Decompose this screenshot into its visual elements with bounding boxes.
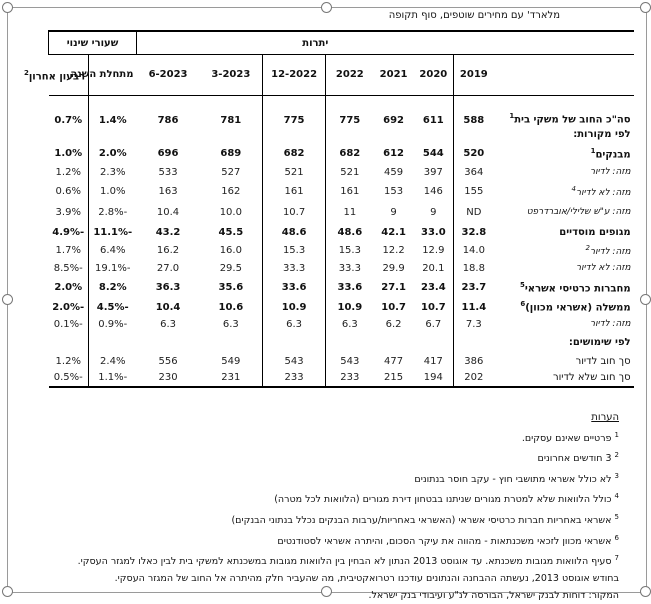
cell-value: 588 — [454, 96, 494, 126]
cell-value: 10.9 — [263, 299, 326, 316]
cell-value: 23.7 — [454, 277, 494, 299]
row-label: מבנקים$^1$ — [590, 146, 631, 161]
cell-value: 10.7 — [420, 301, 446, 313]
section-row — [49, 126, 634, 144]
cell-value: 155 — [454, 181, 494, 202]
cell-value: 231 — [200, 370, 263, 387]
resize-handle-top-right[interactable] — [640, 2, 651, 13]
cell-value: 10.4 — [155, 301, 181, 313]
section-row — [49, 333, 634, 353]
cell-value: 459 — [384, 166, 404, 178]
cell-growth: 0.7% — [54, 114, 83, 126]
resize-handle-mid-left[interactable] — [2, 294, 13, 305]
row-label: סה"כ החוב של משקי בית$^1$ — [509, 112, 631, 126]
row-label: מזה: לדיור$^2$ — [585, 244, 631, 257]
cell-value — [137, 126, 200, 144]
cell-value: 161 — [263, 181, 326, 202]
cell-value — [454, 126, 494, 144]
row-label: לפי מקורות: — [573, 129, 631, 140]
note-item: $^3$ לא כולל אשראי מתושבי חוץ - עקב חוסר בנתונים — [414, 471, 619, 485]
cell-value: 194 — [414, 370, 454, 387]
cell-value: 11 — [326, 202, 374, 223]
row-label: מחברות כרטיסי אשראי$^5$ — [519, 280, 631, 295]
col-header: 12-2022 — [263, 55, 326, 96]
cell-value: 233 — [263, 370, 326, 387]
cell-value: 36.3 — [155, 282, 181, 293]
cell-value: 364 — [454, 164, 494, 181]
cell-value: 33.3 — [263, 260, 326, 277]
cell-value: 611 — [422, 114, 444, 126]
cell-growth: -8.5% — [53, 262, 83, 274]
cell-value: 6.7 — [425, 318, 442, 330]
cell-value: 35.6 — [218, 282, 244, 293]
table-row — [49, 299, 634, 316]
cell-value: 10.7 — [263, 202, 326, 223]
cell-value: 689 — [220, 148, 242, 159]
cell-value — [200, 333, 263, 353]
note-item: $^6$ אשראי מכוון לזכאי משכנתאות - מהווה את עיקר הסכום, והיתרה אשראי לסטודנטים — [277, 533, 619, 547]
cell-value: 397 — [423, 166, 443, 178]
col-header: 6-2023 — [137, 55, 200, 96]
cell-value: 521 — [326, 164, 374, 181]
row-label: סך חוב שלא לדיור — [494, 370, 634, 387]
row-label: מזה: לדיור — [590, 319, 631, 329]
cell-value: 215 — [374, 370, 414, 387]
cell-value — [414, 333, 454, 353]
cell-growth — [49, 333, 89, 353]
cell-value: 786 — [157, 114, 179, 126]
cell-growth: -2.8% — [89, 202, 137, 223]
cell-growth: -0.1% — [53, 318, 83, 330]
notes — [39, 410, 619, 604]
cell-value — [137, 333, 200, 353]
cell-value: 20.1 — [422, 262, 445, 274]
cell-growth: -0.5% — [49, 370, 89, 387]
cell-value: 477 — [384, 355, 404, 367]
resize-handle-mid-right[interactable] — [640, 294, 651, 305]
col-header: מתחלת השנה — [89, 55, 137, 96]
table-row — [49, 144, 634, 164]
col-header: 2019 — [454, 55, 494, 96]
cell-value: 12.9 — [422, 245, 445, 256]
table-row — [49, 96, 634, 126]
header-balances: יתרות — [137, 31, 494, 55]
cell-value: 29.9 — [382, 262, 405, 274]
cell-value: 9 — [430, 206, 437, 218]
notes-title: הערות — [591, 412, 619, 423]
cell-value: 692 — [383, 114, 405, 126]
cell-value: 33.6 — [263, 277, 326, 299]
cell-growth: -19.1% — [89, 260, 137, 277]
col-header: 3-2023 — [200, 55, 263, 96]
cell-value: 48.6 — [263, 223, 326, 242]
cell-value: 6.2 — [385, 318, 402, 330]
cell-value — [263, 126, 326, 144]
cell-growth: 8.2% — [89, 277, 137, 299]
row-label: לפי שימושים: — [568, 337, 631, 348]
cell-value: 33.6 — [326, 277, 374, 299]
cell-growth: -0.9% — [89, 316, 137, 333]
cell-value: 9 — [390, 206, 397, 218]
cell-value — [374, 126, 414, 144]
cell-value: 696 — [157, 148, 179, 159]
cell-value: 521 — [263, 164, 326, 181]
cell-value: 146 — [423, 185, 443, 197]
note-item: המקור: דוחות לבנק ישראל, הבורסה לנ"ע ועיבודי בנק ישראל. — [368, 589, 619, 601]
resize-handle-bottom-right[interactable] — [640, 586, 651, 597]
cell-value: 27.0 — [156, 262, 180, 274]
cell-growth: -11.1% — [89, 223, 137, 242]
resize-handle-bottom-left[interactable] — [2, 586, 13, 597]
cell-value: 153 — [384, 185, 404, 197]
cell-value: 775 — [326, 96, 374, 126]
cell-value: 10.4 — [156, 206, 180, 218]
table-row — [49, 316, 634, 333]
cell-value: 682 — [263, 144, 326, 164]
cell-value: 386 — [454, 353, 494, 370]
cell-value — [200, 126, 263, 144]
cell-value — [454, 333, 494, 353]
cell-value: 202 — [454, 370, 494, 387]
row-label: מזה: ע"ש שלילי/אוברדרפט — [526, 207, 631, 217]
cell-value: 27.1 — [381, 282, 406, 293]
col-header: 2020 — [414, 55, 454, 96]
note-item: $^7$ סעיף הלוואות מגובות משכנתא. עד אוגוסט 2013 הנתון לא הבחין בין הלוואות מגובות במשכנתא למשקי בית לבין כאלו למגזר העסקי. — [77, 554, 619, 568]
row-label: מזה: לדיור — [590, 167, 631, 177]
cell-value: 527 — [221, 166, 241, 178]
cell-value: 15.3 — [326, 242, 374, 260]
note-item: $^2$ 3 חודשים אחרונים — [537, 451, 619, 465]
cell-value: 6.3 — [326, 316, 374, 333]
cell-growth: 2.4% — [89, 353, 137, 370]
cell-value: 161 — [326, 181, 374, 202]
cell-value: 781 — [220, 114, 242, 126]
cell-value — [326, 333, 374, 353]
note-item: $^1$ פרטיים שאינם עסקים. — [521, 430, 619, 444]
cell-growth: 1.0% — [54, 148, 83, 159]
cell-growth: 2.0% — [89, 144, 137, 164]
cell-value: 417 — [423, 355, 443, 367]
cell-value: 6.3 — [222, 318, 239, 330]
col-header: רבעון אחרון$^2$ — [49, 55, 89, 96]
cell-value: 45.5 — [218, 226, 244, 238]
cell-growth: -4.9% — [52, 226, 85, 238]
row-label: מגופים מוסדיים — [559, 226, 631, 238]
table-row — [49, 260, 634, 277]
cell-value: 163 — [158, 185, 178, 197]
cell-growth — [89, 126, 137, 144]
cell-value: ND — [454, 202, 494, 223]
note-item: בחודש אוגוסט 2013, נעשתה ההבחנה והנתונים עודכנו רטרואקטיבית, מה שהעביר חלק מהיתרה אל החוב של המגזר העסקי. — [114, 573, 619, 585]
col-header: 2022 — [326, 55, 374, 96]
table-row — [49, 242, 634, 260]
cell-value: 612 — [383, 148, 405, 159]
row-label: מזה: לא לדיור$^4$ — [571, 184, 631, 198]
cell-growth: 2.0% — [54, 282, 83, 293]
table-row — [49, 181, 634, 202]
cell-growth: 2.3% — [89, 164, 137, 181]
cell-value: 29.5 — [219, 262, 242, 274]
table-row — [49, 164, 634, 181]
cell-value: 33.0 — [420, 226, 446, 238]
table-row — [49, 353, 634, 370]
col-header: 2021 — [374, 55, 414, 96]
cell-value: 682 — [326, 144, 374, 164]
cell-value — [414, 126, 454, 144]
cell-value: 10.6 — [218, 301, 244, 313]
cell-growth — [89, 333, 137, 353]
unit-note: מלארד' עם מחירים שוטפים, סוף תקופה — [388, 10, 560, 21]
cell-growth — [49, 126, 89, 144]
cell-value: 15.3 — [263, 242, 326, 260]
header-growth: שעורי שינוי — [49, 31, 137, 55]
cell-growth: 1.2% — [55, 166, 81, 178]
cell-value: 43.2 — [155, 226, 181, 238]
cell-value: 544 — [422, 148, 444, 159]
cell-value: 6.3 — [263, 316, 326, 333]
cell-value: 162 — [221, 185, 241, 197]
cell-value: 520 — [454, 144, 494, 164]
debt-table — [23, 30, 634, 388]
cell-growth: -1.1% — [89, 370, 137, 387]
cell-value: 10.7 — [381, 301, 406, 313]
note-item: $^4$ כולל הלוואות שלא למטרת מגורים שניתנו בבטחון דירת מגורים (הלוואות לכל מטרה) — [274, 492, 619, 506]
cell-value: 16.2 — [156, 245, 180, 256]
cell-value: 10.0 — [219, 206, 242, 218]
cell-value: 23.4 — [420, 282, 446, 293]
cell-growth: 3.9% — [55, 206, 81, 218]
cell-value — [326, 126, 374, 144]
cell-value: 48.6 — [326, 223, 374, 242]
cell-value: 233 — [326, 370, 374, 387]
cell-growth: 1.2% — [55, 355, 81, 367]
row-label: ממשלה (אשראי מכוון)$^6$ — [520, 300, 631, 314]
cell-value: 14.0 — [454, 242, 494, 260]
cell-value: 42.1 — [381, 226, 406, 238]
cell-value: 543 — [326, 353, 374, 370]
cell-growth: -4.5% — [89, 299, 137, 316]
cell-value: 18.8 — [454, 260, 494, 277]
cell-value: 32.8 — [454, 223, 494, 242]
cell-value — [374, 333, 414, 353]
table-row — [49, 277, 634, 299]
cell-value: 556 — [158, 355, 178, 367]
cell-growth: 1.0% — [89, 181, 137, 202]
cell-value: 533 — [158, 166, 178, 178]
table-row — [49, 202, 634, 223]
table-row — [49, 370, 634, 387]
cell-value: 7.3 — [454, 316, 494, 333]
resize-handle-top-left[interactable] — [2, 2, 13, 13]
table-row — [49, 223, 634, 242]
cell-value: 12.2 — [382, 245, 405, 256]
cell-growth: -2.0% — [52, 301, 85, 313]
cell-value: 33.3 — [326, 260, 374, 277]
cell-value: 775 — [263, 96, 326, 126]
cell-value: 16.0 — [219, 245, 242, 256]
cell-value — [263, 333, 326, 353]
cell-growth: 0.6% — [55, 185, 81, 197]
cell-value: 6.3 — [160, 318, 176, 330]
row-label: מזה: לא לדיור — [576, 263, 631, 273]
cell-value: 549 — [221, 355, 241, 367]
cell-value: 543 — [263, 353, 326, 370]
cell-growth: 6.4% — [89, 242, 137, 260]
row-label: סך חוב לדיור — [575, 355, 631, 367]
cell-growth: 1.7% — [55, 245, 81, 256]
cell-value: 230 — [137, 370, 200, 387]
note-item: $^5$ אשראי באחריות חברות כרטיסי אשראי (האשראי באחריות/ערבות הבנקים נכלל בנתוני הבנקים) — [231, 513, 619, 527]
cell-value: 11.4 — [454, 299, 494, 316]
cell-value: 10.9 — [326, 299, 374, 316]
cell-growth: 1.4% — [89, 96, 137, 126]
